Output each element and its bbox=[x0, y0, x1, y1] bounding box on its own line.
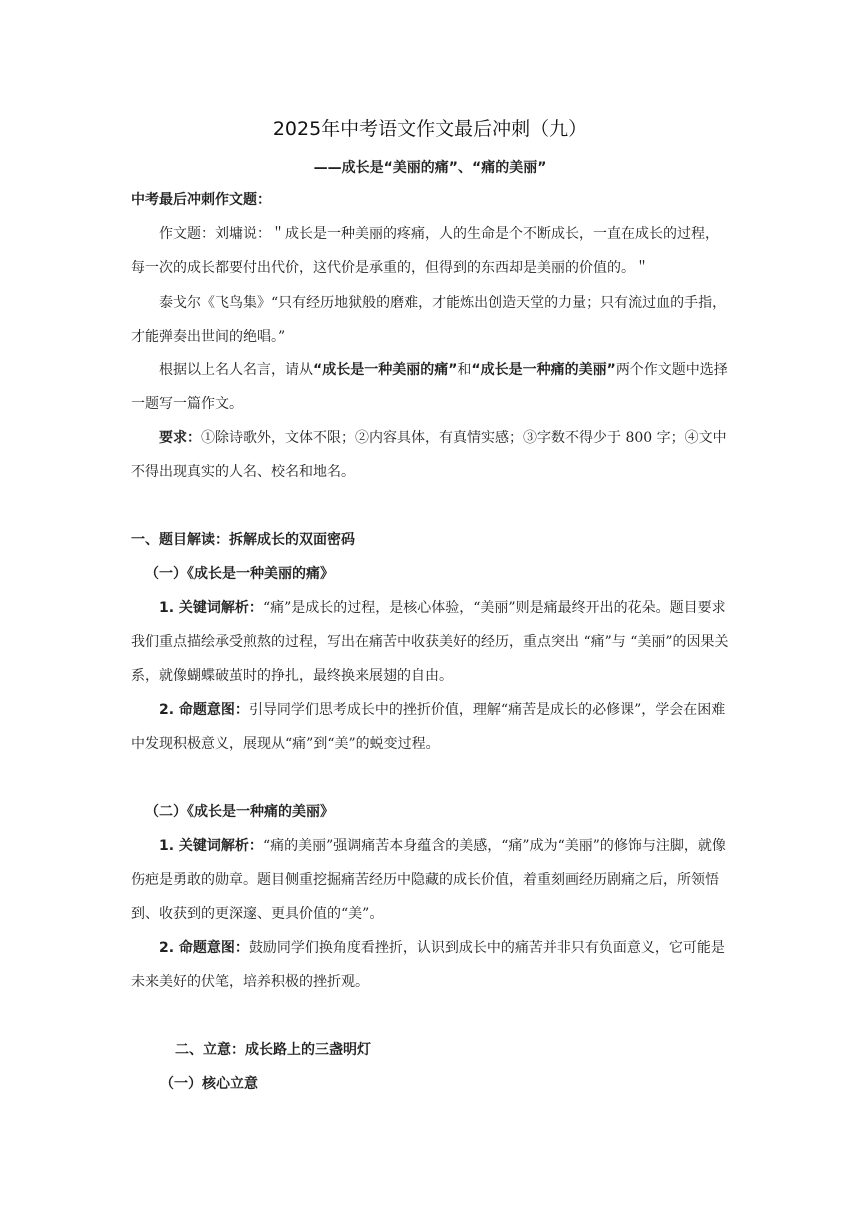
prompt-paragraph-2 bbox=[131, 286, 731, 354]
paragraph-1-1 bbox=[131, 591, 731, 693]
keyword-label-2: 1. 关键词解析： bbox=[159, 838, 263, 854]
document-title: 2025年中考语文作文最后冲刺（九） bbox=[272, 118, 588, 140]
heading-1: 一、题目解读：拆解成长的双面密码 bbox=[131, 532, 355, 548]
keyword-label-1: 1. 关键词解析： bbox=[159, 600, 263, 616]
requirements-body: ①除诗歌外，文体不限；②内容具体，有真情实感；③字数不得少于 800 字；④文中不得出现真实的人名、校名和地名。 bbox=[131, 430, 727, 480]
prompt-2-text: 泰戈尔《飞鸟集》“只有经历地狱般的磨难，才能炼出创造天堂的力量；只有流过血的手指，才能弹奏出世间的绝唱。” bbox=[131, 295, 727, 345]
prompt-1-text: 作文题：刘墉说：＂成长是一种美丽的疼痛，人的生命是个不断成长，一直在成长的过程，每一次的成长都要付出代价，这代价是承重的，但得到的东西却是美丽的价值的。＂ bbox=[131, 226, 719, 276]
intent-text-2: 鼓励同学们换角度看挫折，认识到成长中的痛苦并非只有负面意义，它可能是未来美好的伏笔，培养积极的挫折观。 bbox=[131, 940, 725, 990]
heading-2-1: （一）核心立意 bbox=[160, 1076, 258, 1092]
paragraph-2-2 bbox=[131, 931, 731, 999]
prompt-paragraph-1 bbox=[131, 217, 731, 285]
paragraph-1-2 bbox=[131, 693, 731, 761]
intent-label-1: 2. 命题意图： bbox=[159, 702, 249, 718]
prompt-3-part-c: 两个作文题中选择一题写一篇作文。 bbox=[131, 362, 728, 412]
requirements-label: 要求： bbox=[159, 430, 201, 446]
intent-text-1: 引导同学们思考成长中的挫折价值，理解“痛苦是成长的必修课”，学会在困难中发现积极意义，展现从“痛”到“美”的蜕变过程。 bbox=[131, 702, 726, 752]
paragraph-1-2-text bbox=[131, 693, 731, 761]
document-subtitle: ——成长是“美丽的痛”、“痛的美丽” bbox=[313, 160, 547, 176]
prompt-3-part-b: 和 bbox=[457, 362, 472, 378]
paragraph-2-2-text bbox=[131, 931, 731, 999]
prompt-paragraph-3 bbox=[131, 353, 731, 421]
section-label: 中考最后冲刺作文题： bbox=[131, 192, 271, 208]
paragraph-1-1-text bbox=[131, 591, 731, 693]
topic-option-2: “成长是一种痛的美丽” bbox=[471, 362, 616, 378]
heading-1-1: （一）《成长是一种美丽的痛》 bbox=[145, 566, 334, 582]
paragraph-2-1 bbox=[131, 829, 731, 931]
prompt-3-part-a: 根据以上名人名言，请从 bbox=[159, 362, 313, 378]
prompt-3-text bbox=[131, 353, 731, 421]
requirements-text bbox=[131, 421, 731, 489]
heading-1-2: （二）《成长是一种痛的美丽》 bbox=[145, 804, 334, 820]
keyword-text-1: “痛”是成长的过程，是核心体验，“美丽”则是痛最终开出的花朵。题目要求我们重点描绘承受煎熬的过程，写出在痛苦中收获美好的经历，重点突出 “痛”与 “美丽”的因果关系，就像蝴蝶破茧时的挣扎，最终换来展翅的自由。 bbox=[131, 600, 729, 684]
intent-label-2: 2. 命题意图： bbox=[159, 940, 249, 956]
requirements-paragraph bbox=[131, 421, 731, 489]
topic-option-1: “成长是一种美丽的痛” bbox=[313, 362, 458, 378]
heading-2: 二、立意：成长路上的三盏明灯 bbox=[175, 1042, 371, 1058]
paragraph-2-1-text bbox=[131, 829, 731, 931]
keyword-text-2: “痛的美丽”强调痛苦本身蕴含的美感，“痛”成为“美丽”的修饰与注脚，就像伤疤是勇敢的勋章。题目侧重挖掘痛苦经历中隐藏的成长价值，着重刻画经历剧痛之后，所领悟到、收获到的更深邃、更具价值的“美”。 bbox=[131, 838, 726, 922]
